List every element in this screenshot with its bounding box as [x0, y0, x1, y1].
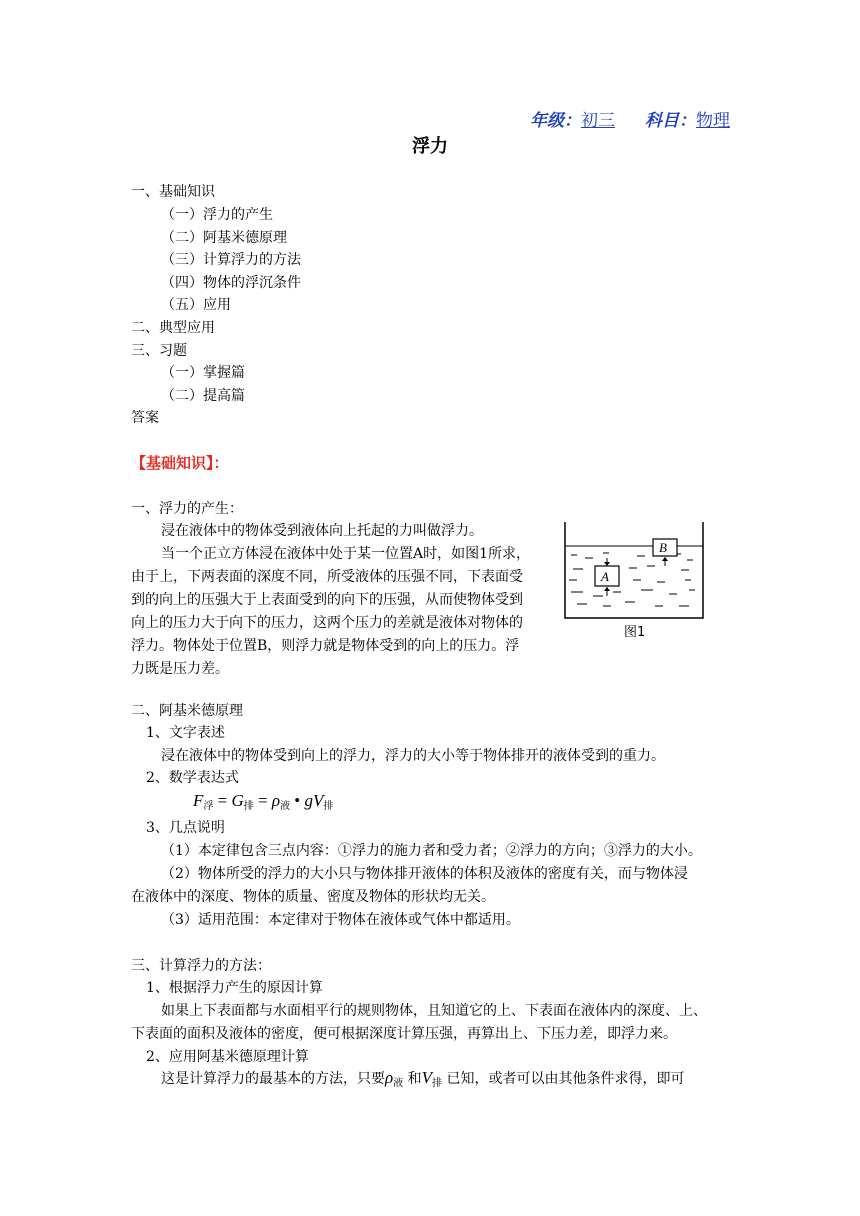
- label-b: B: [659, 540, 667, 555]
- s1-line: 由于上，下两表面的深度不同，所受液体的压强不同，下表面受: [131, 569, 523, 585]
- grade-label: 年级：: [530, 111, 581, 131]
- s2-subheading: 2、数学表达式: [146, 770, 239, 786]
- s1-line: 向上的压力大于向下的压力，这两个压力的差就是液体对物体的: [131, 615, 523, 631]
- toc-item: （二）提高篇: [161, 388, 245, 404]
- s2-heading: 二、阿基米德原理: [131, 703, 243, 719]
- s1-definition: 浸在液体中的物体受到液体向上托起的力叫做浮力。: [161, 523, 483, 539]
- s2-note: （1）本定律包含三点内容：①浮力的施力者和受力者；②浮力的方向；③浮力的大小。: [161, 843, 702, 859]
- container-diagram: [563, 522, 711, 642]
- s3-text: 下表面的面积及液体的密度，便可根据深度计算压强，再算出上、下压力差，即浮力来。: [131, 1026, 677, 1042]
- s1-line: 到的向上的压强大于上表面受到的向下的压强，从而使物体受到: [131, 592, 523, 608]
- toc-item: 二、典型应用: [131, 320, 215, 336]
- label-a: A: [601, 569, 609, 584]
- toc-item: （二）阿基米德原理: [161, 230, 287, 246]
- s3-text-inline: 这是计算浮力的最基本的方法，只要$\rho_液$ 和$V_排$ 已知，或者可以由其他条件求得，即可: [161, 1068, 685, 1089]
- archimedes-formula: $F_浮 = G_排 = \rho_液$ • $gV_排$: [193, 791, 334, 812]
- s2-note: （2）物体所受的浮力的大小只与物体排开液体的体积及液体的密度有关，而与物体浸: [161, 866, 688, 882]
- toc-item: 答案: [131, 410, 159, 426]
- toc-item: （三）计算浮力的方法: [161, 252, 301, 268]
- s1-line: 浮力。物体处于位置B，则浮力就是物体受到的向上的压力。浮: [131, 638, 520, 654]
- toc-item: 一、基础知识: [131, 184, 215, 200]
- s1-line: 当一个正立方体浸在液体中处于某一位置A时，如图1所求，: [161, 546, 531, 562]
- toc-item: （五）应用: [161, 297, 231, 313]
- toc-item: （一）掌握篇: [161, 365, 245, 381]
- figure-caption: 图1: [624, 625, 646, 640]
- grade-subject-header: [530, 106, 730, 131]
- section-heading: 【基础知识】：: [131, 454, 229, 472]
- s2-subheading: 3、几点说明: [146, 820, 225, 836]
- s3-heading: 三、计算浮力的方法：: [131, 958, 271, 974]
- subject-value: 物理: [696, 111, 730, 131]
- s3-subheading: 2、应用阿基米德原理计算: [146, 1049, 309, 1065]
- page-title: 浮力: [412, 136, 448, 157]
- toc-item: 三、习题: [131, 343, 187, 359]
- s2-note: 在液体中的深度、物体的质量、密度及物体的形状均无关。: [131, 889, 495, 905]
- subject-label: 科目：: [645, 111, 696, 131]
- toc-item: （一）浮力的产生: [161, 207, 273, 223]
- s2-note: （3）适用范围：本定律对于物体在液体或气体中都适用。: [161, 912, 520, 928]
- s3-subheading: 1、根据浮力产生的原因计算: [146, 980, 323, 996]
- s3-text: 如果上下表面都与水面相平行的规则物体，且知道它的上、下表面在液体内的深度、上、: [161, 1003, 707, 1019]
- s1-line: 力既是压力差。: [131, 661, 229, 677]
- grade-value: 初三: [581, 111, 615, 131]
- s2-text: 浸在液体中的物体受到向上的浮力，浮力的大小等于物体排开的液体受到的重力。: [161, 748, 665, 764]
- s2-subheading: 1、文字表述: [146, 725, 225, 741]
- figure-1: [563, 522, 711, 642]
- s1-heading: 一、浮力的产生：: [131, 501, 243, 517]
- toc-item: （四）物体的浮沉条件: [161, 275, 301, 291]
